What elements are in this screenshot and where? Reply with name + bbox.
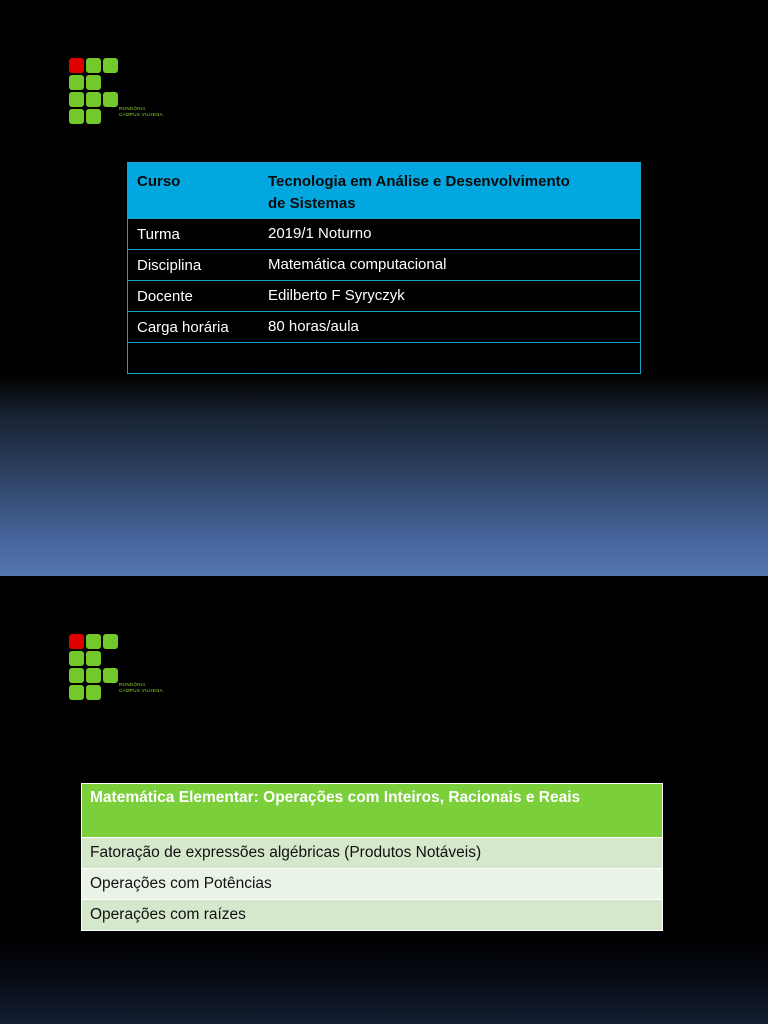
- topics-table: [81, 783, 663, 931]
- course-label: Curso: [137, 173, 181, 190]
- slide-2: [0, 576, 768, 1024]
- logo-text-line1: RONDÔNIA: [119, 106, 146, 111]
- info-row-empty: [128, 342, 640, 373]
- info-row-disciplina: [128, 249, 640, 280]
- info-row-label: Disciplina: [137, 256, 202, 274]
- course-row: [128, 163, 640, 218]
- course-value: [268, 171, 640, 215]
- info-row-label: Turma: [137, 225, 180, 243]
- course-value-line2: de Sistemas: [268, 195, 356, 212]
- info-row-value: 2019/1 Noturno: [268, 225, 372, 242]
- info-row-docente: [128, 280, 640, 311]
- topic-row: Operações com raízes: [82, 899, 662, 930]
- info-row-label: Docente: [137, 287, 193, 305]
- logo-text-line2: CAMPUS VILHENA: [119, 112, 163, 117]
- info-row-value: Matemática computacional: [268, 256, 447, 273]
- institute-logo-icon: [69, 634, 189, 704]
- topics-header: Matemática Elementar: Operações com Inteiros, Racionais e Reais: [82, 784, 662, 837]
- logo-text-line2: CAMPUS VILHENA: [119, 688, 163, 693]
- topic-row: Operações com Potências: [82, 868, 662, 899]
- info-row-label: Carga horária: [137, 318, 229, 336]
- logo-text-line1: RONDÔNIA: [119, 682, 146, 687]
- info-row-value: Edilberto F Syryczyk: [268, 287, 405, 304]
- topic-row: Fatoração de expressões algébricas (Produtos Notáveis): [82, 837, 662, 868]
- info-row-turma: [128, 218, 640, 249]
- institute-logo-icon: [69, 58, 189, 128]
- course-info-table: [127, 162, 641, 374]
- course-value-line1: Tecnologia em Análise e Desenvolvimento: [268, 173, 570, 190]
- info-row-carga-horaria: [128, 311, 640, 342]
- info-row-value: 80 horas/aula: [268, 318, 359, 335]
